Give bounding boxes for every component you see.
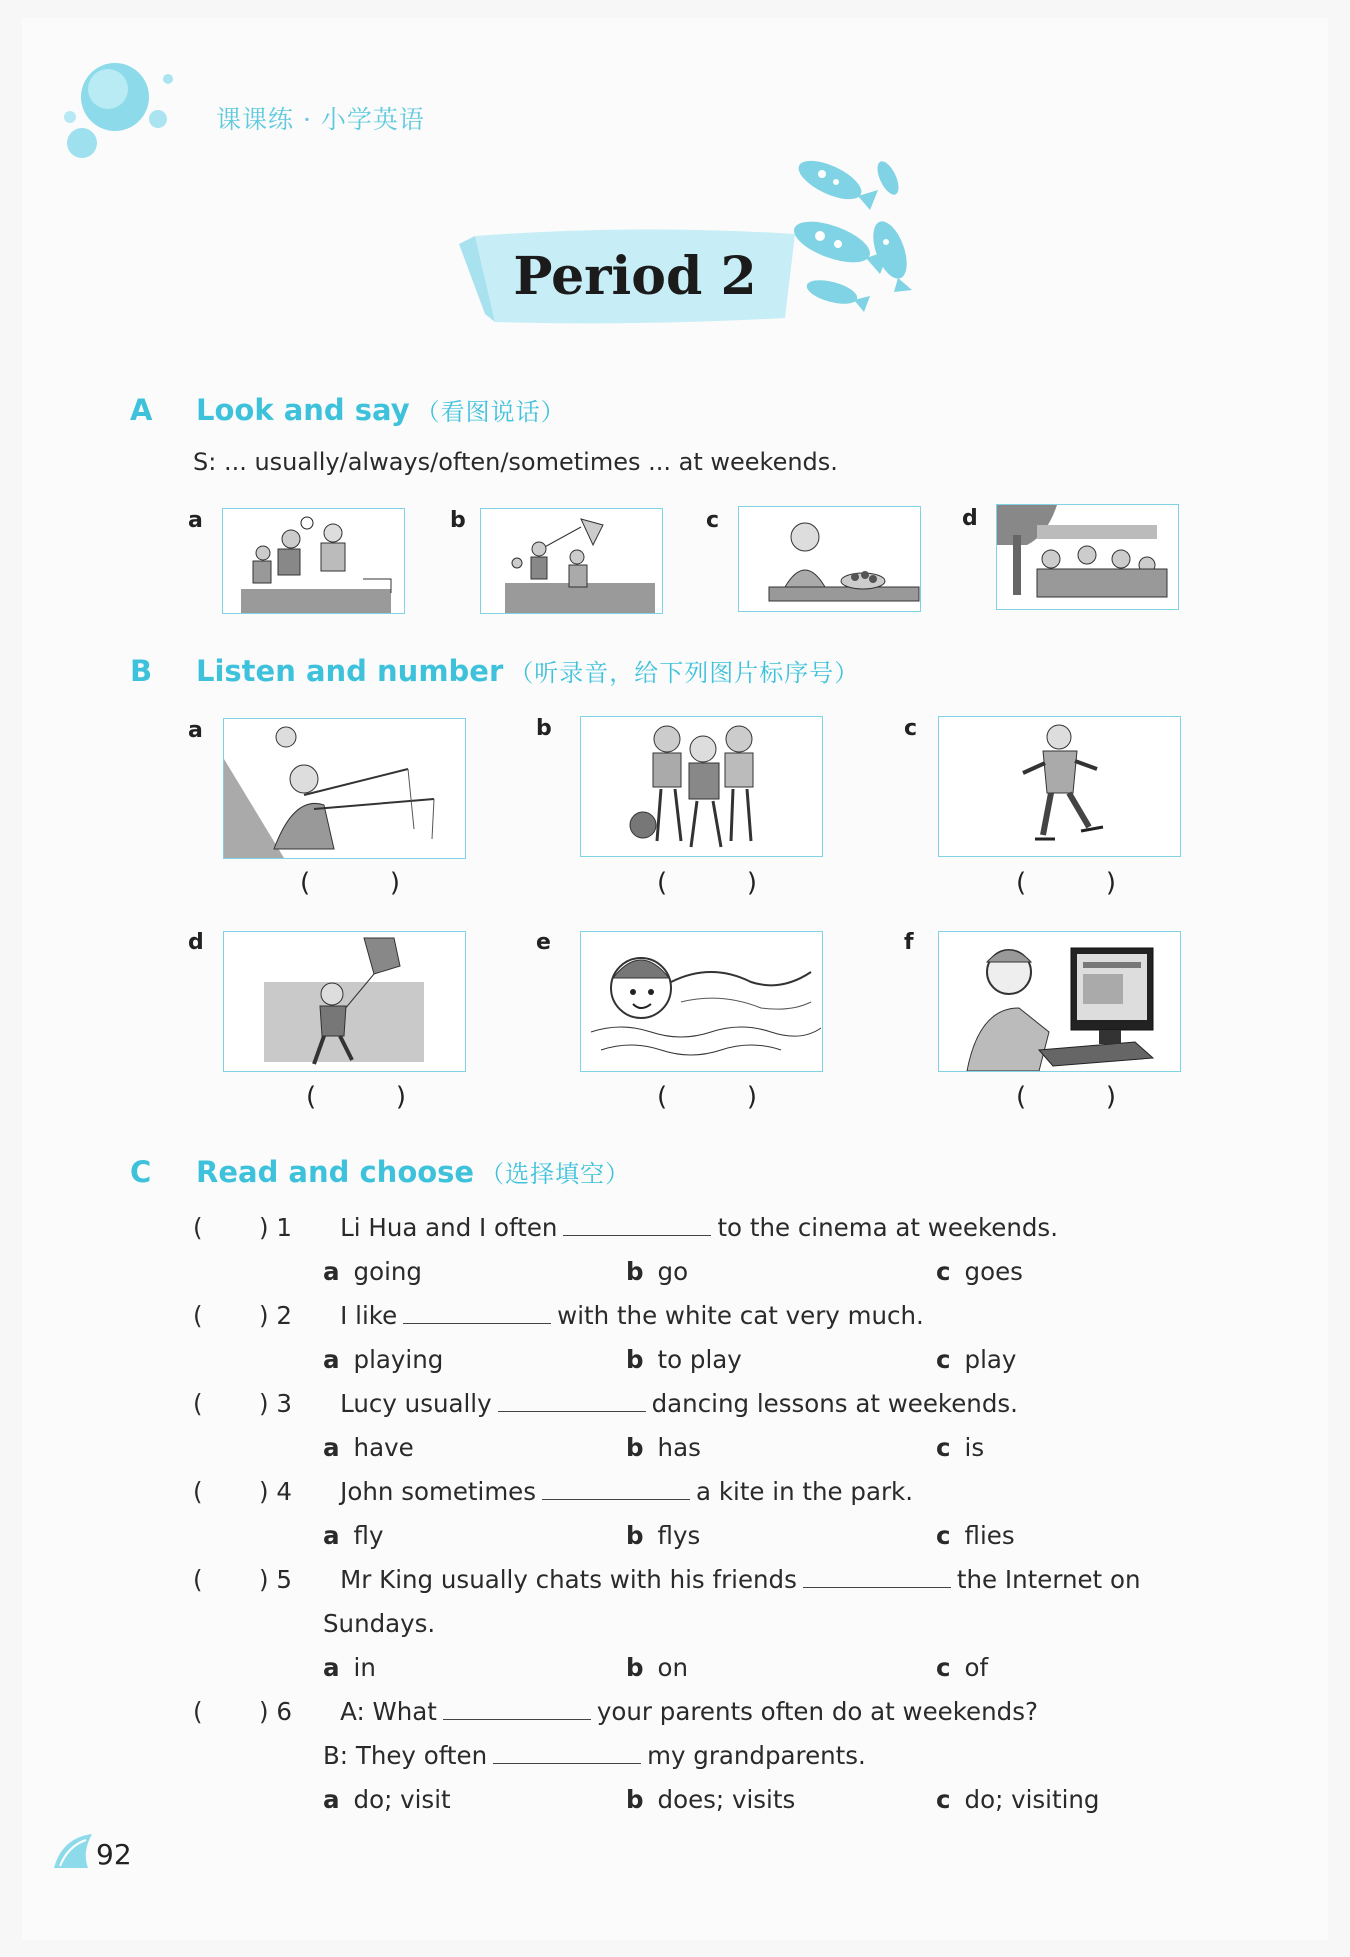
question-1	[193, 1213, 1058, 1242]
question-text: to the cinema at weekends.	[717, 1213, 1058, 1242]
answer-blank[interactable]	[403, 1303, 551, 1324]
section-title: Listen and number	[196, 654, 504, 688]
picture-label: c	[904, 716, 918, 741]
fishing-icon	[224, 719, 465, 858]
picture-label: f	[904, 930, 914, 955]
question-number: 1	[276, 1213, 292, 1242]
skating-icon	[939, 717, 1180, 856]
answer-blank[interactable]	[563, 1215, 711, 1236]
answer-paren[interactable]: ( )	[1016, 1082, 1116, 1112]
section-letter: A	[130, 393, 153, 427]
question-number: 6	[276, 1697, 292, 1726]
question-number: 3	[276, 1389, 292, 1418]
answer-paren[interactable]: ( )	[657, 868, 757, 898]
picture-c-skating	[938, 716, 1181, 857]
section-title-cn: （看图说话）	[415, 398, 566, 426]
question-text: the Internet on	[956, 1565, 1141, 1594]
option-c[interactable]: c is	[936, 1433, 985, 1462]
picture-label: a	[188, 508, 203, 533]
answer-paren-close: )	[259, 1389, 269, 1418]
picture-d-kite	[223, 931, 466, 1072]
playing-basketball-icon	[581, 717, 822, 856]
answer-paren-open[interactable]: (	[193, 1301, 203, 1330]
option-c[interactable]: c flies	[936, 1521, 1015, 1550]
question-text: I like	[340, 1301, 398, 1330]
question-text: B: They often	[323, 1741, 488, 1770]
answer-paren[interactable]: ( )	[300, 868, 400, 898]
picture-label: b	[536, 716, 552, 741]
option-a[interactable]: a do; visit	[323, 1785, 451, 1814]
question-4	[193, 1477, 913, 1506]
option-b[interactable]: b does; visits	[626, 1785, 796, 1814]
option-a[interactable]: a going	[323, 1257, 422, 1286]
answer-paren-close: )	[259, 1477, 269, 1506]
flying-kite-icon	[481, 509, 662, 613]
answer-blank[interactable]	[498, 1391, 646, 1412]
playing-football-icon	[223, 509, 404, 613]
answer-paren[interactable]: ( )	[1016, 868, 1116, 898]
question-text: Mr King usually chats with his friends	[340, 1565, 797, 1594]
option-a[interactable]: a have	[323, 1433, 414, 1462]
section-title-cn: （听录音，给下列图片标序号）	[509, 659, 860, 687]
bubble-decoration-icon	[60, 55, 190, 165]
question-2	[193, 1301, 924, 1330]
option-c[interactable]: c play	[936, 1345, 1017, 1374]
option-a[interactable]: a fly	[323, 1521, 384, 1550]
question-6	[193, 1697, 1038, 1726]
picture-e-swimming	[580, 931, 823, 1072]
picture-label: b	[450, 508, 466, 533]
answer-paren-close: )	[259, 1213, 269, 1242]
picture-b-basketball	[580, 716, 823, 857]
picture-label: d	[188, 930, 204, 955]
section-letter: B	[130, 654, 153, 688]
question-text: A: What	[340, 1697, 437, 1726]
fish-decoration-icon	[770, 150, 940, 320]
using-computer-icon	[939, 932, 1180, 1071]
question-text: Li Hua and I often	[340, 1213, 558, 1242]
option-c[interactable]: c goes	[936, 1257, 1023, 1286]
option-a[interactable]: a in	[323, 1653, 376, 1682]
option-b[interactable]: b on	[626, 1653, 689, 1682]
family-picnic-icon	[997, 505, 1178, 609]
leaf-corner-icon	[52, 1832, 96, 1872]
question-number: 4	[276, 1477, 292, 1506]
question-continuation: Sundays.	[323, 1609, 436, 1638]
answer-blank[interactable]	[542, 1479, 690, 1500]
answer-paren[interactable]: ( )	[306, 1082, 406, 1112]
section-letter: C	[130, 1155, 152, 1189]
option-b[interactable]: b go	[626, 1257, 689, 1286]
question-text: your parents often do at weekends?	[596, 1697, 1038, 1726]
question-text: dancing lessons at weekends.	[651, 1389, 1018, 1418]
boy-at-table-icon	[739, 507, 920, 611]
option-b[interactable]: b to play	[626, 1345, 742, 1374]
page-title: Period 2	[513, 245, 757, 307]
option-c[interactable]: c do; visiting	[936, 1785, 1100, 1814]
picture-label: e	[536, 930, 551, 955]
question-text: with the white cat very much.	[557, 1301, 924, 1330]
question-number: 2	[276, 1301, 292, 1330]
question-5	[193, 1565, 1140, 1594]
question-text: Lucy usually	[340, 1389, 492, 1418]
answer-paren-close: )	[259, 1301, 269, 1330]
series-title: 课课练 · 小学英语	[216, 105, 425, 134]
section-title: Look and say	[196, 393, 410, 427]
picture-c-table	[738, 506, 921, 612]
question-text: John sometimes	[340, 1477, 537, 1506]
question-text: my grandparents.	[647, 1741, 866, 1770]
option-a[interactable]: a playing	[323, 1345, 444, 1374]
picture-d-picnic	[996, 504, 1179, 610]
section-b-heading	[130, 653, 859, 688]
picture-label: a	[188, 718, 203, 743]
page-number: 92	[96, 1838, 132, 1871]
swimming-icon	[581, 932, 822, 1071]
answer-paren-open[interactable]: (	[193, 1697, 203, 1726]
question-6-line-2	[323, 1741, 866, 1770]
answer-paren-close: )	[259, 1565, 269, 1594]
section-a-prompt: S: ... usually/always/often/sometimes ... at weekends.	[193, 448, 838, 476]
section-a-heading	[130, 392, 566, 427]
option-c[interactable]: c of	[936, 1653, 989, 1682]
section-title-cn: （选择填空）	[480, 1160, 631, 1188]
section-c-heading	[130, 1154, 630, 1189]
answer-paren-open[interactable]: (	[193, 1477, 203, 1506]
answer-blank[interactable]	[493, 1743, 641, 1764]
option-b[interactable]: b has	[626, 1433, 701, 1462]
answer-paren-open[interactable]: (	[193, 1213, 203, 1242]
answer-blank[interactable]	[803, 1567, 951, 1588]
answer-paren[interactable]: ( )	[657, 1082, 757, 1112]
picture-label: d	[962, 506, 978, 531]
answer-paren-open[interactable]: (	[193, 1389, 203, 1418]
answer-blank[interactable]	[443, 1699, 591, 1720]
picture-f-computer	[938, 931, 1181, 1072]
flying-kite-icon	[224, 932, 465, 1071]
question-text: a kite in the park.	[696, 1477, 914, 1506]
answer-paren-open[interactable]: (	[193, 1565, 203, 1594]
answer-paren-close: )	[259, 1697, 269, 1726]
picture-label: c	[706, 508, 720, 533]
section-title: Read and choose	[196, 1155, 475, 1189]
question-3	[193, 1389, 1018, 1418]
option-b[interactable]: b flys	[626, 1521, 701, 1550]
question-number: 5	[276, 1565, 292, 1594]
picture-a-fishing	[223, 718, 466, 859]
picture-a-football	[222, 508, 405, 614]
picture-b-kite	[480, 508, 663, 614]
